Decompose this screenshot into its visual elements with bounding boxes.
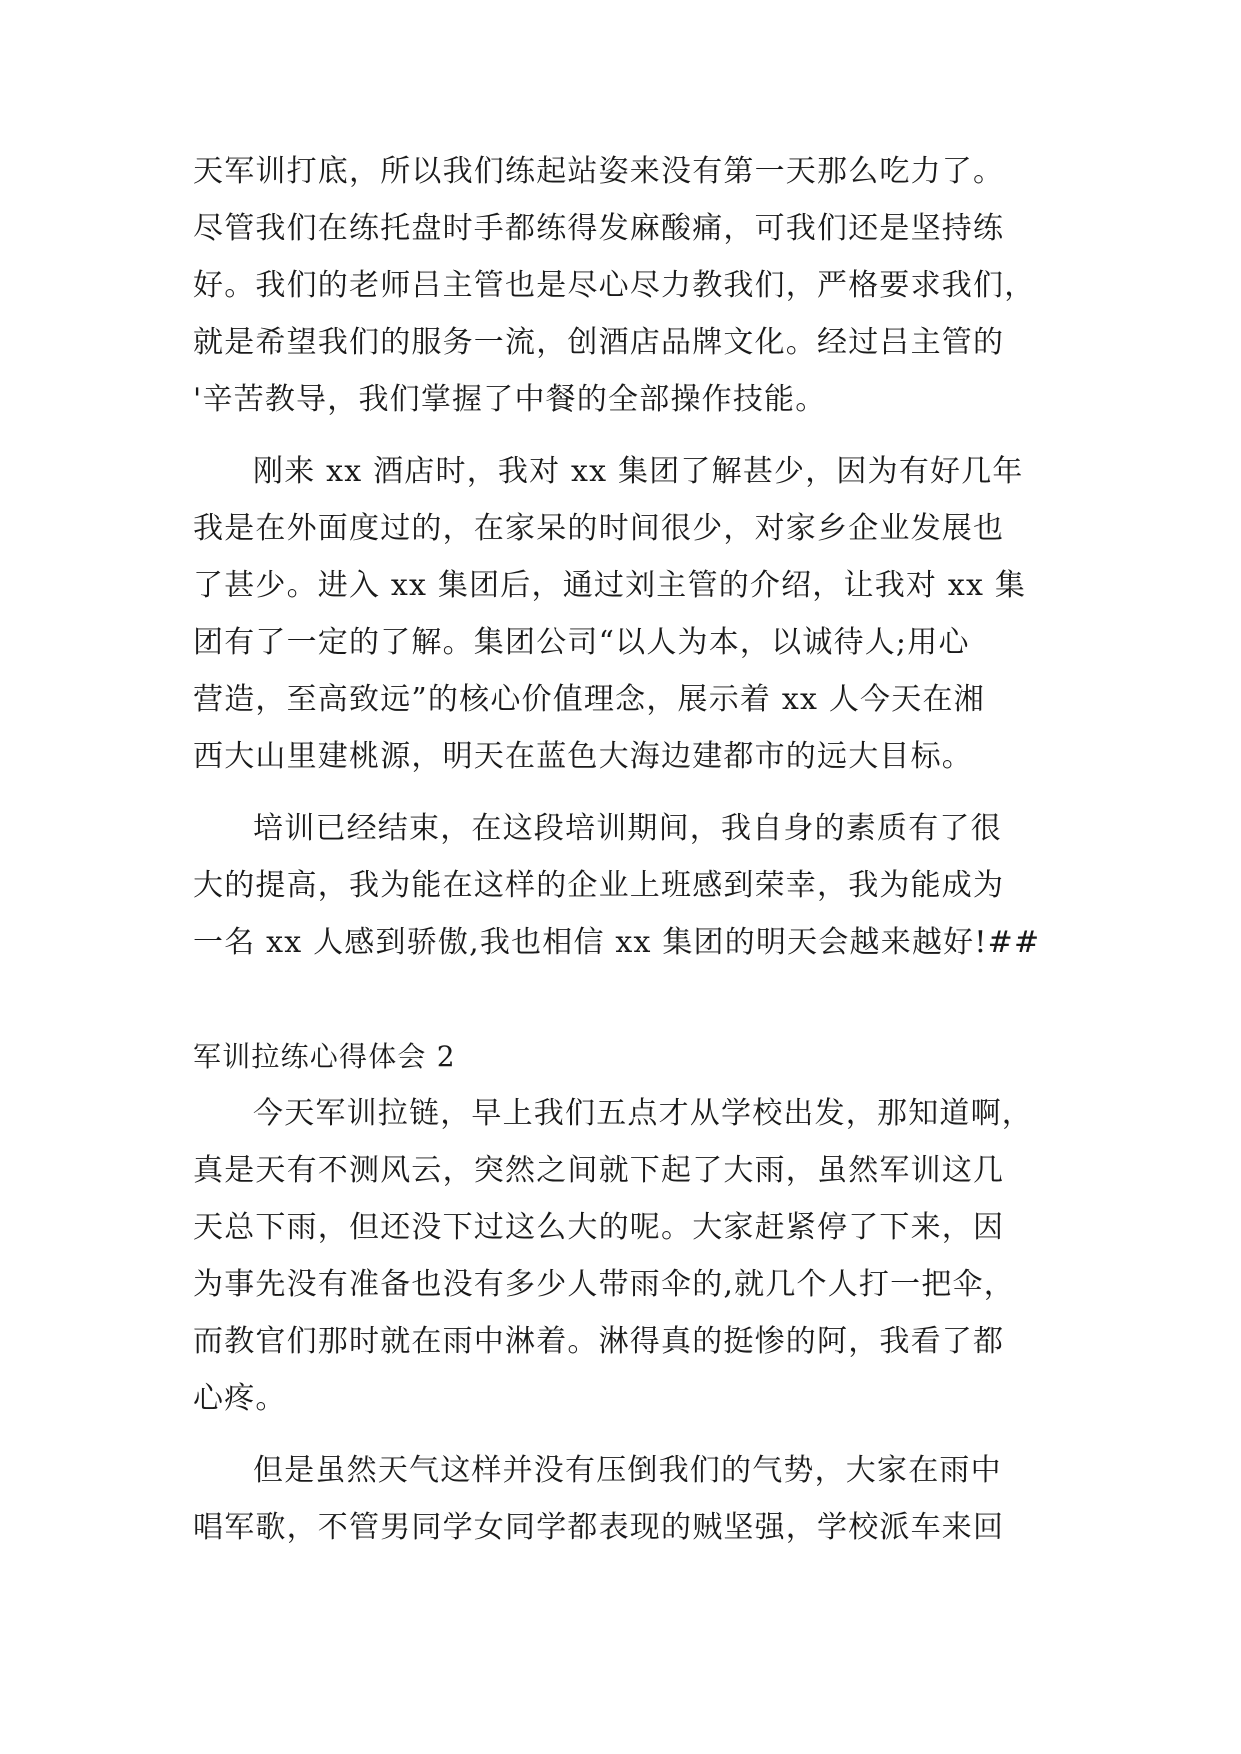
- text-line: 天军训打底，所以我们练起站姿来没有第一天那么吃力了。: [193, 154, 1005, 189]
- text-line: 营造，至高致远”的核心价值理念，展示着 xx 人今天在湘: [193, 682, 985, 717]
- text-line: 心疼。: [193, 1381, 287, 1416]
- text-line: 西大山里建桃源，明天在蓝色大海边建都市的远大目标。: [193, 739, 973, 774]
- text-line: 团有了一定的了解。集团公司“以人为本，以诚待人;用心: [193, 625, 970, 660]
- text-line: 天总下雨，但还没下过这么大的呢。大家赶紧停了下来，因: [193, 1210, 1005, 1245]
- text-line: 了甚少。进入 xx 集团后，通过刘主管的介绍，让我对 xx 集: [193, 568, 1027, 603]
- text-line: 为事先没有准备也没有多少人带雨伞的,就几个人打一把伞，: [193, 1267, 1015, 1302]
- text-line: 培训已经结束，在这段培训期间，我自身的素质有了很: [253, 811, 1002, 846]
- text-line: 而教官们那时就在雨中淋着。淋得真的挺惨的阿，我看了都: [193, 1324, 1005, 1359]
- text-line: 真是天有不测风云，突然之间就下起了大雨，虽然军训这几: [193, 1153, 1005, 1188]
- text-line: 大的提高，我为能在这样的企业上班感到荣幸，我为能成为: [193, 868, 1005, 903]
- text-line: 刚来 xx 酒店时，我对 xx 集团了解甚少，因为有好几年: [253, 454, 1024, 489]
- text-line: 唱军歌，不管男同学女同学都表现的贼坚强，学校派车来回: [193, 1510, 1005, 1545]
- text-line: 好。我们的老师吕主管也是尽心尽力教我们，严格要求我们，: [193, 268, 1036, 303]
- section-title: 军训拉练心得体会 2: [193, 1040, 456, 1073]
- text-line: 今天军训拉链，早上我们五点才从学校出发，那知道啊，: [253, 1096, 1033, 1131]
- text-line: 我是在外面度过的，在家呆的时间很少，对家乡企业发展也: [193, 511, 1005, 546]
- text-line: 尽管我们在练托盘时手都练得发麻酸痛，可我们还是坚持练: [193, 211, 1005, 246]
- text-line: 就是希望我们的服务一流，创酒店品牌文化。经过吕主管的: [193, 325, 1005, 360]
- text-line: '辛苦教导，我们掌握了中餐的全部操作技能。: [193, 382, 827, 417]
- text-line: 但是虽然天气这样并没有压倒我们的气势，大家在雨中: [253, 1453, 1002, 1488]
- text-line: 一名 xx 人感到骄傲,我也相信 xx 集团的明天会越来越好!##: [193, 925, 1041, 960]
